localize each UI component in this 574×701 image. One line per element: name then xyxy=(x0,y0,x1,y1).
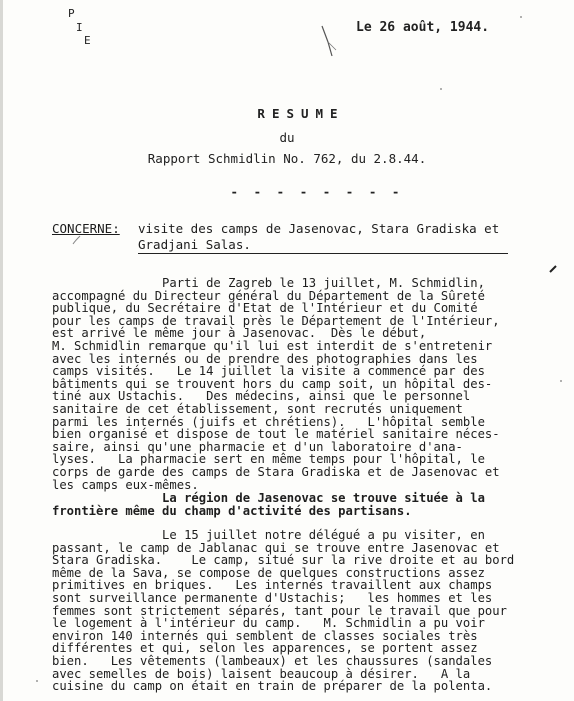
concerne-subject xyxy=(138,221,508,254)
paragraph-camp-jablanac: Le 15 juillet notre délégué a pu visiter, en passant, le camp de Jablanac qui se trouve entre Jasenovac et Stara Gradiska. Le camp, situé sur la rive droite et au bord même de la Sava, se compose de quelques constructions assez primitives en briques. Les internés travaillent aux champs sont surveillance permanente d'Ustachis; les hommes et les femmes sont strictement séparés, tant pour le travail que pour le logement à l'intérieur du camp. M. Schmidlin a pu voir environ 140 internés qui semblent de classes sociales très différentes et qui, selon les apparences, se portent assez bien. Les vêtements (lambeaux) et les chaussures (sandales avec semelles de bois) laisent beaucoup à désirer. A la cuisine du camp on était en train de préparer de la polenta. xyxy=(52,528,515,694)
stamp-letter-p: P xyxy=(68,7,75,20)
paragraph-region-jasenovac: La région de Jasenovac se trouve située à la frontière même du champ d'activité des partisans. xyxy=(52,491,485,518)
margin-tick-icon xyxy=(548,262,562,276)
title-du: du xyxy=(279,130,295,145)
concerne-line-1: visite des camps de Jasenovac, Stara Gradiska et xyxy=(138,221,500,236)
title-resume: RESUME xyxy=(257,106,345,121)
scan-speck xyxy=(560,380,562,382)
pen-mark-icon xyxy=(318,22,348,62)
concerne-line-2: Gradjani Salas. xyxy=(138,237,508,254)
title-rapport: Rapport Schmidlin No. 762, du 2.8.44. xyxy=(147,151,427,166)
margin-mark-icon xyxy=(70,233,84,247)
scan-speck xyxy=(36,680,38,682)
paragraph-visit-jasenovac: Parti de Zagreb le 13 juillet, M. Schmidlin, accompagné du Directeur général du Département de la Sûreté publique, du Secrétaire d'Etat de l'Intérieur et du Comité pour les camps de travail près le Département de l'Intérieur, est arrivé le même jour à Jasenovac. Dès le début, M. Schmidlin remarque qu'il lui est interdit de s'entretenir avec les internés ou de prendre des photographies dans les camps visités. Le 14 juillet la visite a commencé par des bâtiments qui se trouvent hors du camp soit, un hôpital des- tiné aux Ustachis. Des médecins, ainsi que le personnel sanitaire de cet établissement, sont recrutés uniquement parmi les internés (juifs et chrétiens). L'hôpital semble bien organisé et dispose de tout le matériel sanitaire néces- saire, ainsi qu'une pharmacie et d'un laboratoire d'ana- lyses. La pharmacie sert en même temps pour l'hôpital, le corps de garde des camps de Stara Gradiska et de Jasenovac et les camps eux-mêmes. xyxy=(52,276,500,492)
title-separator: - - - - - - - - xyxy=(230,184,404,199)
stamp-letter-e: E xyxy=(84,34,91,47)
scan-speck xyxy=(520,16,522,18)
document-date: Le 26 août, 1944. xyxy=(356,20,490,35)
stamp-letter-i: I xyxy=(76,21,83,34)
concerne-label: CONCERNE: xyxy=(52,221,120,236)
scan-speck xyxy=(440,88,442,90)
